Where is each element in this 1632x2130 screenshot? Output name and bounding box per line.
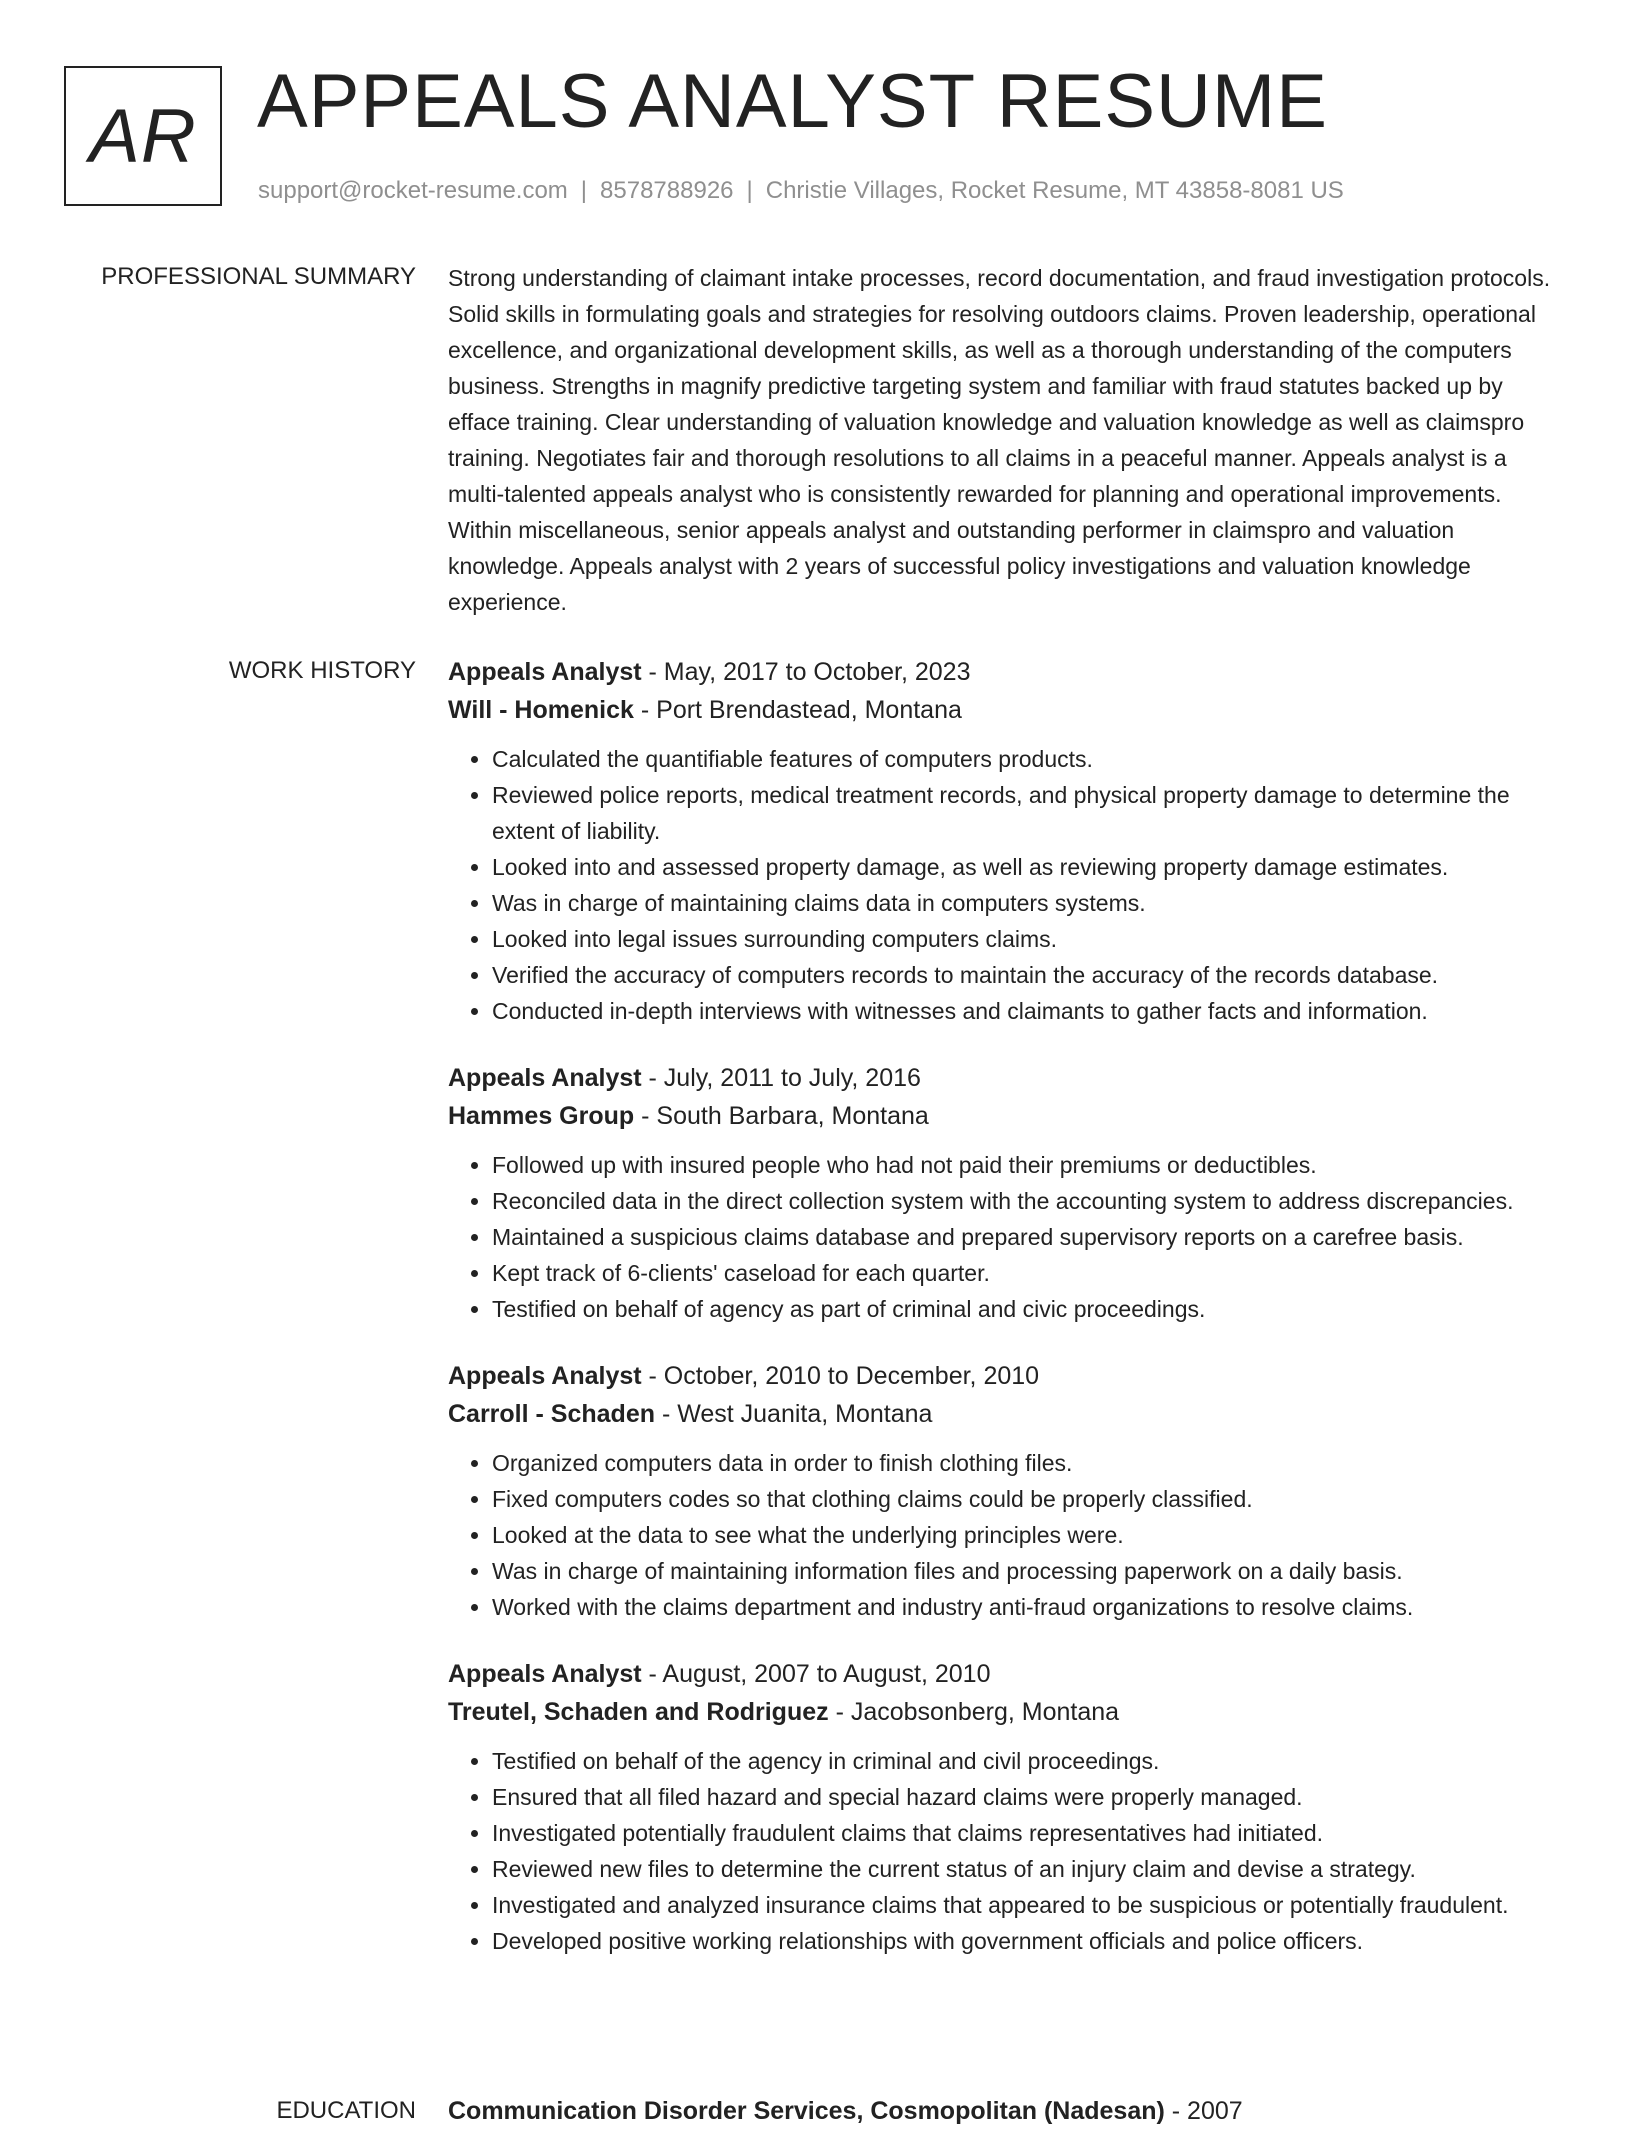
duty-item: • Followed up with insured people who had not paid their premiums or deductibles. bbox=[492, 1147, 1566, 1183]
education-line bbox=[448, 2092, 1566, 2130]
duty-item: • Was in charge of maintaining claims data in computers systems. bbox=[492, 885, 1566, 921]
duty-item: • Maintained a suspicious claims database and prepared supervisory reports on a carefree basis. bbox=[492, 1219, 1566, 1255]
job-company-line bbox=[448, 1395, 1566, 1433]
duty-item: • Reviewed police reports, medical treatment records, and physical property damage to determine the extent of liability. bbox=[492, 777, 1566, 849]
duty-item: • Reviewed new files to determine the current status of an injury claim and devise a strategy. bbox=[492, 1851, 1566, 1887]
job-company-line bbox=[448, 1097, 1566, 1135]
job-entry bbox=[448, 1655, 1566, 1959]
education-year: - 2007 bbox=[1164, 2097, 1243, 2125]
duty-item: • Developed positive working relationships with government officials and police officers. bbox=[492, 1923, 1566, 1959]
job-dates: - August, 2007 to August, 2010 bbox=[641, 1660, 991, 1688]
duty-item: • Verified the accuracy of computers records to maintain the accuracy of the records database. bbox=[492, 957, 1566, 993]
monogram-logo bbox=[64, 66, 222, 206]
education-degree: Communication Disorder Services, Cosmopolitan (Nadesan) bbox=[448, 2097, 1165, 2125]
duty-item: • Testified on behalf of the agency in criminal and civil proceedings. bbox=[492, 1743, 1566, 1779]
duty-item: • Looked into legal issues surrounding computers claims. bbox=[492, 921, 1566, 957]
job-title-line bbox=[448, 1655, 1566, 1693]
job-company: Treutel, Schaden and Rodriguez bbox=[448, 1698, 829, 1726]
education-section bbox=[448, 2092, 1566, 2130]
contact-separator: | bbox=[580, 177, 588, 204]
job-dates: - May, 2017 to October, 2023 bbox=[641, 658, 971, 686]
job-entry bbox=[448, 653, 1566, 1029]
job-entry bbox=[448, 1357, 1566, 1625]
job-company-line bbox=[448, 691, 1566, 729]
job-title-line bbox=[448, 653, 1566, 691]
duty-item: • Fixed computers codes so that clothing claims could be properly classified. bbox=[492, 1481, 1566, 1517]
contact-address: Christie Villages, Rocket Resume, MT 43858-8081 US bbox=[765, 177, 1344, 204]
duty-item: • Kept track of 6-clients' caseload for each quarter. bbox=[492, 1255, 1566, 1291]
job-company: Carroll - Schaden bbox=[448, 1400, 655, 1428]
job-location: - Port Brendastead, Montana bbox=[633, 696, 962, 724]
duty-item: • Reconciled data in the direct collection system with the accounting system to address discrepancies. bbox=[492, 1183, 1566, 1219]
work-history-section bbox=[448, 653, 1566, 1989]
job-entry bbox=[448, 1059, 1566, 1327]
job-location: - West Juanita, Montana bbox=[655, 1400, 933, 1428]
duty-list bbox=[448, 741, 1566, 1029]
job-company: Hammes Group bbox=[448, 1102, 635, 1130]
job-title-line bbox=[448, 1059, 1566, 1097]
summary-section bbox=[448, 260, 1566, 620]
duty-item: • Investigated and analyzed insurance claims that appeared to be suspicious or potentially fraudulent. bbox=[492, 1887, 1566, 1923]
duty-item: • Organized computers data in order to finish clothing files. bbox=[492, 1445, 1566, 1481]
duty-list bbox=[448, 1147, 1566, 1327]
work-history-heading: WORK HISTORY bbox=[228, 657, 416, 684]
job-location: - South Barbara, Montana bbox=[634, 1102, 929, 1130]
summary-text: Strong understanding of claimant intake processes, record documentation, and fraud investigation protocols. Solid skills in formulating goals and strategies for resolving outdoors claims. Proven leadership, operational excellence, and organizational development skills, as well as a thorough understanding of the computers business. Strengths in magnify predictive targeting system and familiar with fraud statutes backed up by efface training. Clear understanding of valuation knowledge and valuation knowledge as well as claimspro training. Negotiates fair and thorough resolutions to all claims in a peaceful manner. Appeals analyst is a multi-talented appeals analyst who is consistently rewarded for planning and operational improvements. Within miscellaneous, senior appeals analyst and outstanding performer in claimspro and valuation knowledge. Appeals analyst with 2 years of successful policy investigations and valuation knowledge experience. bbox=[448, 265, 1551, 615]
duty-item: • Testified on behalf of agency as part of criminal and civic proceedings. bbox=[492, 1291, 1566, 1327]
summary-heading: PROFESSIONAL SUMMARY bbox=[101, 263, 416, 290]
duty-item: • Calculated the quantifiable features of computers products. bbox=[492, 741, 1566, 777]
job-dates: - July, 2011 to July, 2016 bbox=[641, 1064, 921, 1092]
job-title: Appeals Analyst bbox=[448, 1064, 642, 1092]
job-company-line bbox=[448, 1693, 1566, 1731]
job-title-line bbox=[448, 1357, 1566, 1395]
duty-item: • Ensured that all filed hazard and special hazard claims were properly managed. bbox=[492, 1779, 1566, 1815]
duty-item: • Looked at the data to see what the underlying principles were. bbox=[492, 1517, 1566, 1553]
contact-line bbox=[258, 174, 1344, 208]
contact-email: support@rocket-resume.com bbox=[258, 177, 568, 204]
job-company: Will - Homenick bbox=[448, 696, 634, 724]
duty-list bbox=[448, 1445, 1566, 1625]
duty-item: • Conducted in-depth interviews with witnesses and claimants to gather facts and information. bbox=[492, 993, 1566, 1029]
job-dates: - October, 2010 to December, 2010 bbox=[641, 1362, 1040, 1390]
duty-item: • Investigated potentially fraudulent claims that claims representatives had initiated. bbox=[492, 1815, 1566, 1851]
duty-item: • Worked with the claims department and industry anti-fraud organizations to resolve claims. bbox=[492, 1589, 1566, 1625]
duty-item: • Was in charge of maintaining information files and processing paperwork on a daily basis. bbox=[492, 1553, 1566, 1589]
job-title: Appeals Analyst bbox=[448, 1660, 642, 1688]
job-title: Appeals Analyst bbox=[448, 658, 642, 686]
education-heading: EDUCATION bbox=[276, 2097, 416, 2124]
job-location: - Jacobsonberg, Montana bbox=[828, 1698, 1120, 1726]
contact-separator: | bbox=[746, 177, 753, 204]
duty-item: • Looked into and assessed property damage, as well as reviewing property damage estimates. bbox=[492, 849, 1566, 885]
page-title: APPEALS ANALYST RESUME bbox=[257, 59, 1328, 144]
job-title: Appeals Analyst bbox=[448, 1362, 642, 1390]
contact-phone: 8578788926 bbox=[600, 177, 734, 204]
monogram-initials: AR bbox=[89, 93, 197, 179]
duty-list bbox=[448, 1743, 1566, 1959]
